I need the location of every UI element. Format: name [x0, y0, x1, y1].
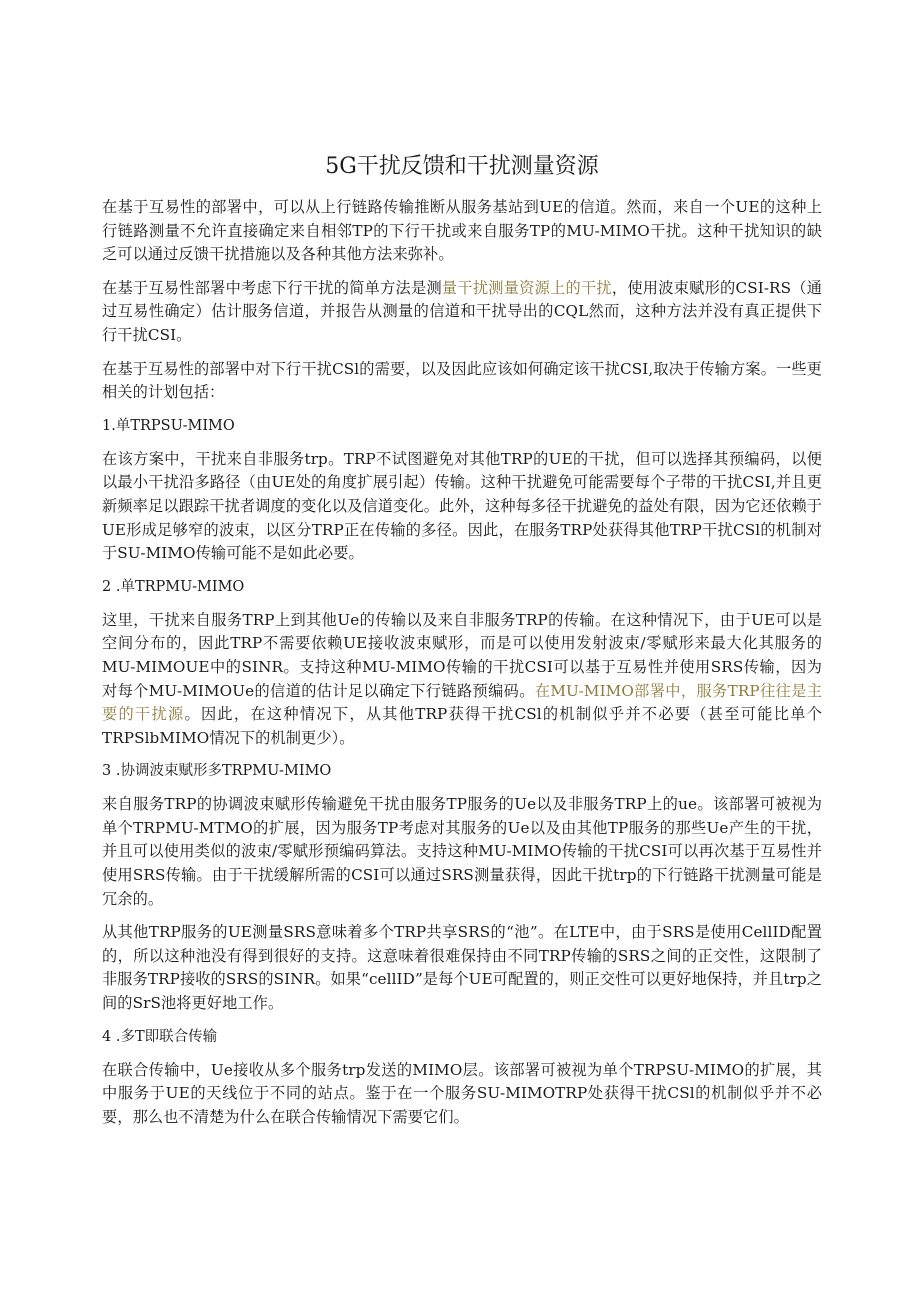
document-title: 5G干扰反馈和干扰测量资源 [325, 154, 599, 179]
paragraph-text: 。因此，在这种情况下，从其他TRP获得干扰CSl的机制似乎并不必要（甚至可能比单个TRPSlbMIMO情况下的机制更少）。 [102, 705, 822, 747]
paragraph-text: 这里，干扰来自服务TRP上到其他Ue的传输以及来自非服务TRP的传输。在这种情况下，由于UE可以是空间分布的，因此TRP不需要依赖UE接收波束赋形，而是可以使用发射波束/零赋形来最大化其服务的MU-MIMOUE中的SINR。支持这种MU-MIMO传输的干扰CSI可以基于互易性并使用SRS传输，因为对每个MU-MIMOUe的信道的估计足以确定下行链路预编码。 [102, 610, 822, 700]
paragraph-scheme-intro: 在基于互易性的部署中对下行干扰CSl的需要，以及因此应该如何确定该干扰CSI,取决于传输方案。一些更相关的计划包括： [102, 359, 822, 402]
paragraph-downlink-method [102, 277, 822, 348]
paragraph-mu-mimo [102, 609, 822, 751]
paragraph-coordinated-beamforming: 来自服务TRP的协调波束赋形传输避免干扰由服务TP服务的Ue以及非服务TRP上的ue。该部署可被视为单个TRPMU-MTMO的扩展，因为服务TP考虑对其服务的Ue以及由其他TP服务的那些Ue产生的干扰，并且可以使用类似的波束/零赋形预编码算法。支持这种MU-MIMO传输的干扰CSI可以再次基于互易性并使用SRS传输。由于干扰缓解所需的CSI可以通过SRS测量获得，因此干扰trp的下行链路干扰测量可能是冗余的。 [102, 795, 822, 908]
section-heading-1: 1.单TRPSU-MIMO [102, 417, 235, 434]
paragraph-intro: 在基于互易性的部署中，可以从上行链路传输推断从服务基站到UE的信道。然而，来自一个UE的这种上行链路测量不允许直接确定来自相邻TP的下行干扰或来自服务TP的MU-MIMO干扰。这种干扰知识的缺乏可以通过反馈干扰措施以及各种其他方法来弥补。 [102, 198, 822, 264]
paragraph-joint-transmission: 在联合传输中，Ue接收从多个服务trp发送的MIMO层。该部署可被视为单个TRPSU-MIMO的扩展，其中服务于UE的天线位于不同的站点。鉴于在一个服务SU-MIMOTRP处获得干扰CSl的机制似乎并不必要，那么也不清楚为什么在联合传输情况下需要它们。 [102, 1060, 822, 1126]
paragraph-su-mimo: 在该方案中，干扰来自非服务trp。TRP不试图避免对其他TRP的UE的干扰，但可以选择其预编码，以便以最小干扰沿多路径（由UE处的角度扩展引起）传输。这种干扰避免可能需要每个子带的干扰CSI,并且更新频率足以跟踪干扰者调度的变化以及信道变化。此外，这种每多径干扰避免的益处有限，因为它还依赖于UE形成足够窄的波束，以区分TRP正在传输的多径。因此，在服务TRP处获得其他TRP干扰CSl的机制对于SU-MIMO传输可能不是如此必要。 [102, 449, 822, 563]
section-heading-3: 3 .协调波束赋形多TRPMU-MIMO [102, 763, 332, 780]
paragraph-text: 在基于互易性部署中考虑下行干扰的简单方法是测 [102, 278, 442, 297]
section-heading-2: 2 .单TRPMU-MIMO [102, 578, 245, 595]
paragraph-srs-pool: 从其他TRP服务的UE测量SRS意味着多个TRP共享SRS的“池”。在LTE中，由于SRS是使用CellID配置的，所以这种池没有得到很好的支持。这意味着很难保持由不同TRP传输的SRS之间的正交性，这限制了非服务TRP接收的SRS的SINR。如果“cellID”是每个UE可配置的，则正交性可以更好地保持，并且trp之间的SrS池将更好地工作。 [102, 923, 822, 1013]
highlighted-text: 在MU-MIMO部署中，服务TRP往往是主要的干扰源 [102, 681, 822, 724]
section-heading-4: 4 .多T即联合传输 [102, 1028, 218, 1045]
paragraph-text: ，使用波束赋形的CSI-RS（通过互易性确定）估计服务信道，并报告从测量的信道和干扰导出的CQL然而，这种方法并没有真正提供下行干扰CSI。 [102, 278, 822, 344]
highlighted-text: 量干扰测量资源上的干扰 [441, 278, 612, 297]
document-body [102, 150, 822, 1139]
